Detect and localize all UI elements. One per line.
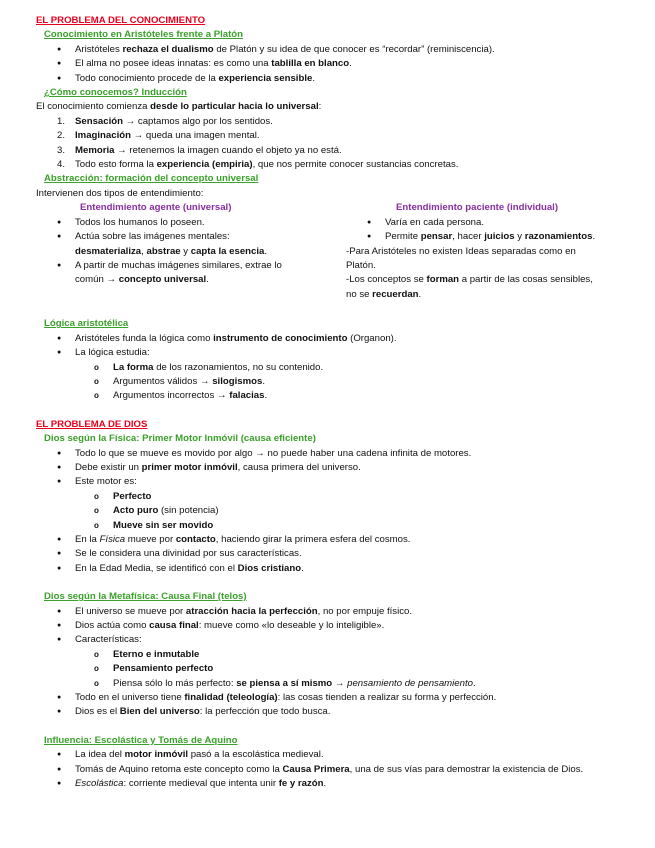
list-item: ● Dios es el Bien del universo: la perfección que todo busca. [0, 705, 655, 719]
list-item: ● Aristóteles rechaza el dualismo de Platón y su idea de que conocer es “recordar” (reminiscencia). [0, 43, 655, 57]
numbered-list-induccion [0, 115, 655, 173]
list-item: ● Debe existir un primer motor inmóvil, causa primera del universo. [0, 461, 655, 475]
column-title: Entendimiento agente (universal) [80, 202, 232, 214]
section-title-conocimiento: EL PROBLEMA DEL CONOCIMIENTO [36, 15, 206, 26]
list-item: ● Características: [0, 633, 655, 647]
list-item: o Acto puro (sin potencia) [0, 504, 655, 518]
note-text: no se recuerdan. [346, 288, 422, 300]
two-column-block [0, 201, 655, 317]
list-item: o Mueve sin ser movido [0, 519, 655, 533]
note-text: -Los conceptos se forman a partir de las cosas sensibles, [346, 274, 593, 286]
list-item-text: común → concepto universal. [75, 274, 209, 286]
paragraph: El conocimiento comienza desde lo particular hacia lo universal: [36, 101, 322, 113]
list-item: o Argumentos válidos → silogismos. [0, 375, 655, 389]
list-item: ● En la Física mueve por contacto, haciendo girar la primera esfera del cosmos. [0, 533, 655, 547]
list-item: ● Este motor es: [0, 475, 655, 489]
note-text: Platón. [346, 259, 376, 271]
subheading-influencia: Influencia: Escolástica y Tomás de Aquino [44, 734, 238, 746]
list-item: ● El alma no posee ideas innatas: es como una tablilla en blanco. [0, 57, 655, 71]
list-agente [0, 216, 330, 288]
list-item: o La forma de los razonamientos, no su contenido. [0, 361, 655, 375]
list-item: ● Todo lo que se mueve es movido por algo → no puede haber una cadena infinita de motores. [0, 447, 655, 461]
list-item: ● El universo se mueve por atracción hacia la perfección, no por empuje físico. [0, 605, 655, 619]
list-item: ● Permite pensar, hacer juicios y razonamientos. [346, 230, 646, 244]
list-item: ● La lógica estudia: [0, 346, 655, 360]
section-title-dios: EL PROBLEMA DE DIOS [36, 418, 148, 430]
list-item: o Eterno e inmutable [0, 648, 655, 662]
list-paciente [346, 216, 646, 245]
subheading-induccion: ¿Cómo conocemos? Inducción [44, 87, 187, 99]
paragraph: Intervienen dos tipos de entendimiento: [36, 187, 204, 199]
subheading-logica: Lógica aristotélica [44, 318, 129, 330]
column-title: Entendimiento paciente (individual) [396, 202, 559, 214]
list-item: 4. Todo esto forma la experiencia (empiria), que nos permite conocer sustancias concretas. [57, 159, 459, 171]
list-item: o Piensa sólo lo más perfecto: se piensa a sí mismo → pensamiento de pensamiento. [0, 677, 655, 691]
list-item-text: ● A partir de muchas imágenes similares, extrae lo [75, 259, 282, 271]
subheading-abstraccion: Abstracción: formación del concepto universal [44, 173, 259, 185]
column-entendimiento-paciente [346, 201, 646, 302]
list-logica [0, 332, 655, 404]
list-item: 2. Imaginación → queda una imagen mental. [57, 130, 260, 142]
list-item: ● Tomás de Aquino retoma este concepto como la Causa Primera, una de sus vías para demostrar la existencia de Dios. [0, 763, 655, 777]
list-metafisica [0, 605, 655, 720]
list-aristoteles-platon [0, 43, 655, 86]
list-item: ● Varía en cada persona. [346, 216, 646, 230]
list-item: 3. Memoria → retenemos la imagen cuando el objeto ya no está. [57, 144, 342, 156]
list-item: ● Escolástica: corriente medieval que intenta unir fe y razón. [0, 777, 655, 791]
list-item: o Pensamiento perfecto [0, 662, 655, 676]
list-fisica [0, 447, 655, 577]
list-item-text: ● Actúa sobre las imágenes mentales: [75, 231, 230, 243]
list-item: 1. Sensación → captamos algo por los sentidos. [57, 115, 273, 127]
subheading-fisica: Dios según la Física: Primer Motor Inmóvil (causa eficiente) [44, 433, 316, 445]
list-influencia [0, 748, 655, 791]
list-item: ● La idea del motor inmóvil pasó a la escolástica medieval. [0, 748, 655, 762]
list-item: ● Todo conocimiento procede de la experiencia sensible. [0, 72, 655, 86]
list-item [0, 230, 330, 259]
list-item: ● Todos los humanos lo poseen. [0, 216, 330, 230]
list-item: ● Dios actúa como causa final: mueve como «lo deseable y lo inteligible». [0, 619, 655, 633]
subheading-metafisica: Dios según la Metafísica: Causa Final (telos) [44, 591, 247, 603]
list-item-text: desmaterializa, abstrae y capta la esencia. [75, 245, 268, 257]
list-item [0, 259, 330, 288]
note-text: -Para Aristóteles no existen Ideas separadas como en [346, 245, 576, 257]
list-item: ● Todo en el universo tiene finalidad (teleología): las cosas tienden a realizar su forma y perfección. [0, 691, 655, 705]
column-entendimiento-agente [0, 201, 330, 287]
subheading-aristoteles-platon: Conocimiento en Aristóteles frente a Platón [44, 29, 244, 41]
list-item: ● Se le considera una divinidad por sus características. [0, 547, 655, 561]
list-item: o Perfecto [0, 490, 655, 504]
list-item: ● Aristóteles funda la lógica como instrumento de conocimiento (Organon). [0, 332, 655, 346]
list-item: ● En la Edad Media, se identificó con el Dios cristiano. [0, 562, 655, 576]
list-item: o Argumentos incorrectos → falacias. [0, 389, 655, 403]
